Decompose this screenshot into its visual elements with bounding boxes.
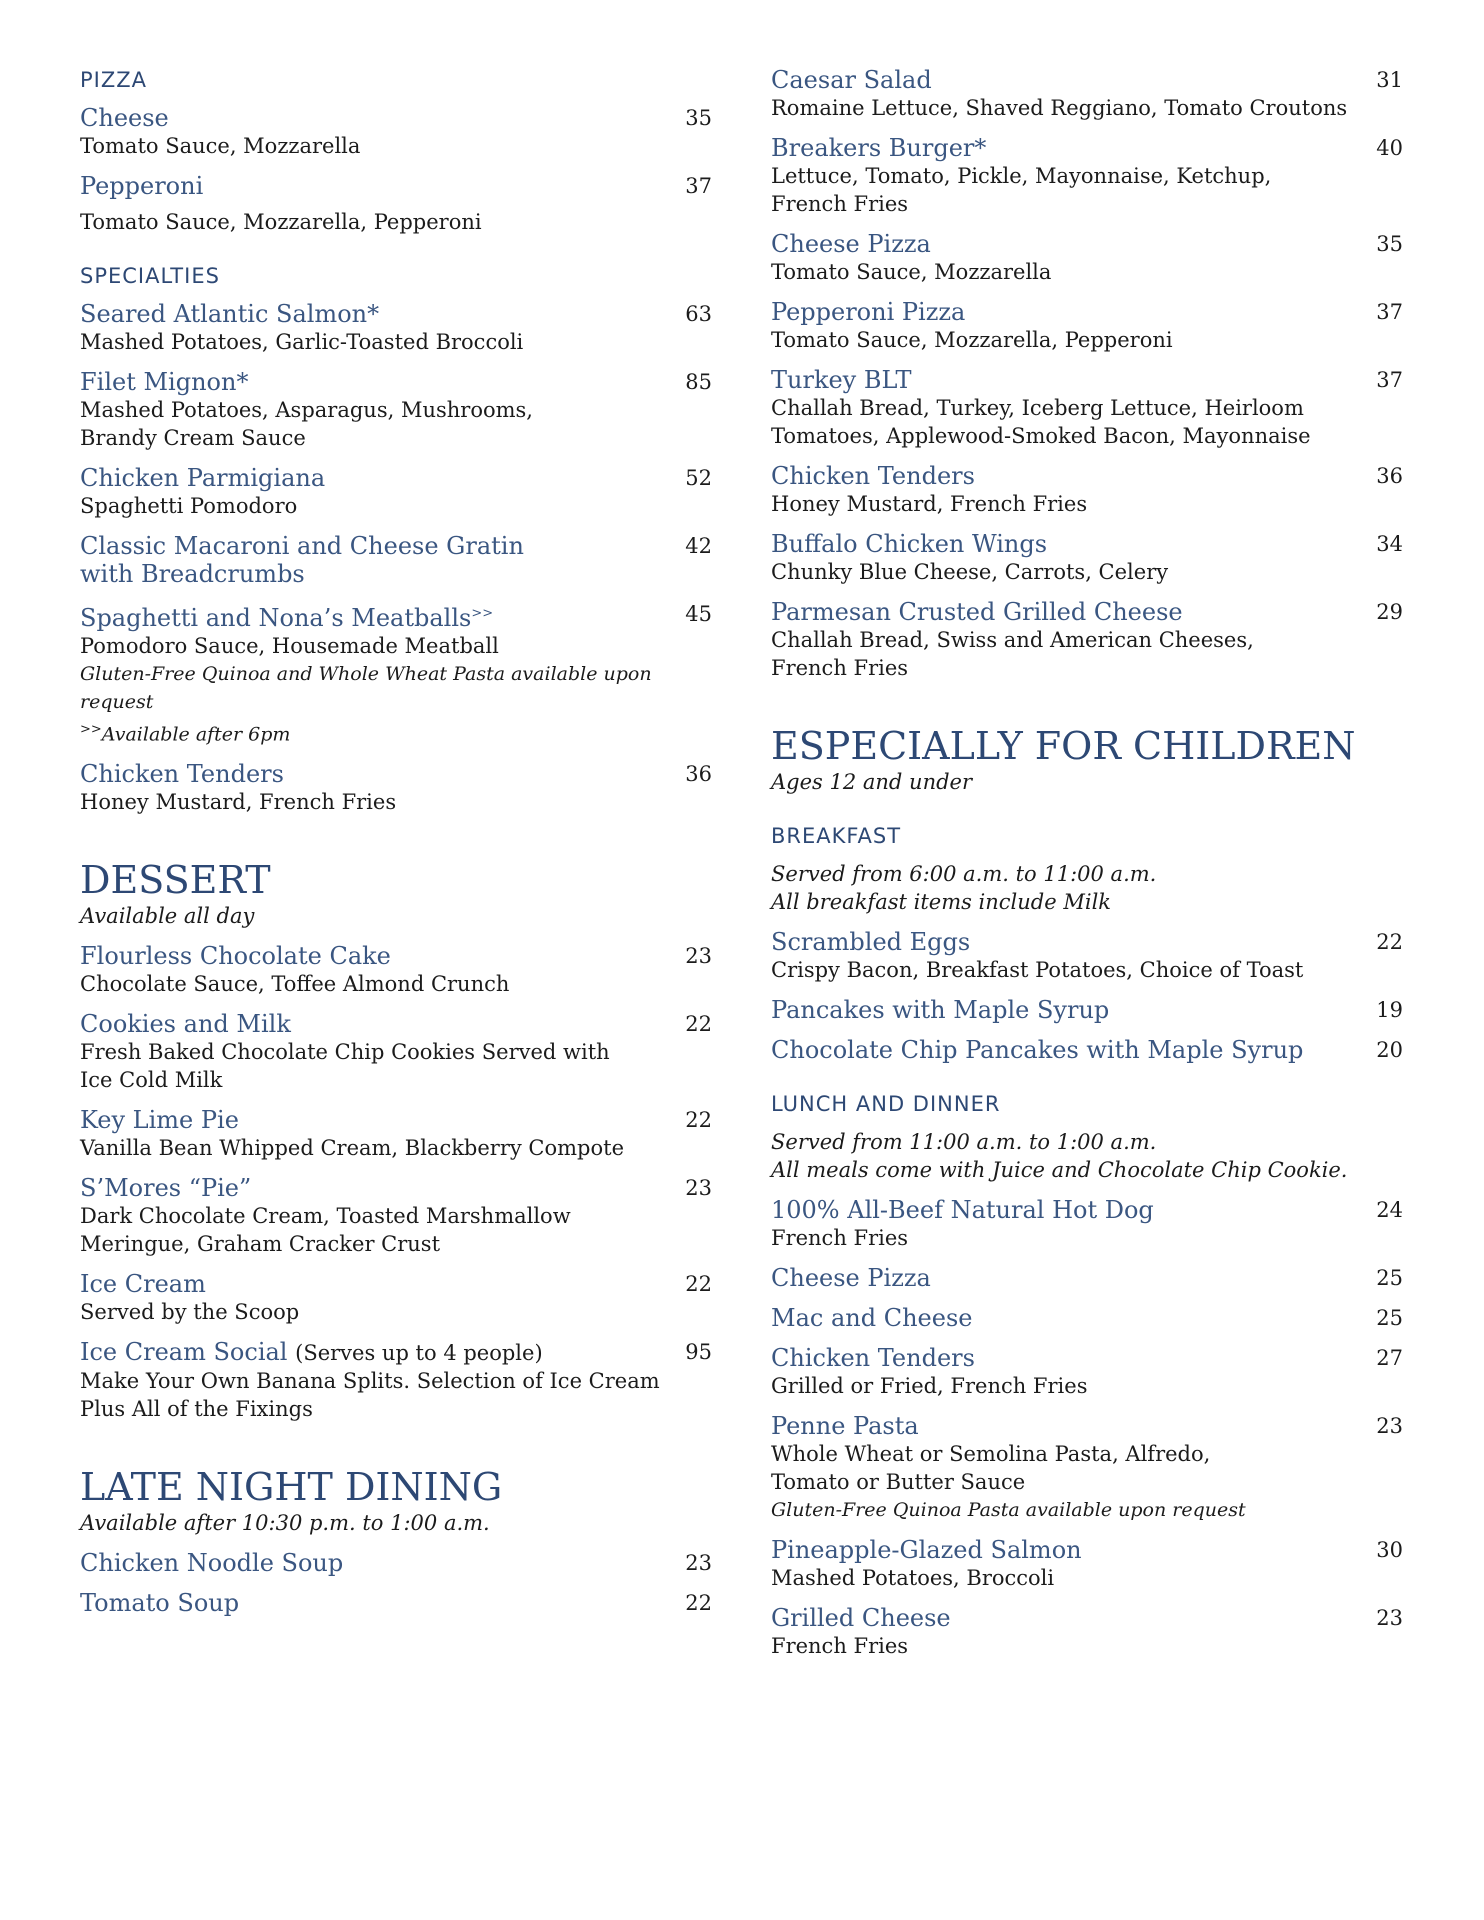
item-price: 19 — [1376, 998, 1403, 1022]
item-name-wrap — [80, 1338, 543, 1367]
menu-item — [771, 462, 1403, 518]
item-desc: Brandy Cream Sauce — [80, 426, 306, 450]
item-note: Gluten-Free Quinoa Pasta available upon request — [771, 1499, 1246, 1521]
menu-item — [771, 1344, 1403, 1400]
menu-item — [80, 104, 712, 160]
menu-item — [80, 1549, 712, 1577]
item-name: S’Mores “Pie” — [80, 1174, 252, 1203]
item-price: 22 — [1376, 930, 1403, 954]
item-price: 42 — [685, 534, 712, 558]
menu-item — [771, 298, 1403, 354]
item-name: Pepperoni — [80, 172, 204, 200]
section-note: Available all day — [80, 904, 255, 929]
menu-item — [771, 598, 1403, 682]
item-desc: Tomatoes, Applewood-Smoked Bacon, Mayonnaise — [771, 424, 1311, 448]
menu-item — [771, 1536, 1403, 1592]
item-name: Pineapple-Glazed Salmon — [771, 1536, 1082, 1564]
menu-item — [771, 66, 1403, 122]
item-desc: Tomato Sauce, Mozzarella — [80, 134, 361, 158]
item-price: 23 — [685, 944, 712, 969]
section-note: All meals come with Juice and Chocolate Chip Cookie. — [771, 1158, 1348, 1182]
item-desc: French Fries — [771, 1226, 909, 1250]
item-name: Key Lime Pie — [80, 1106, 239, 1135]
menu-item — [80, 942, 712, 998]
menu-item — [80, 1174, 712, 1258]
menu-item — [80, 300, 712, 356]
section-note: Served from 6:00 a.m. to 11:00 a.m. — [771, 862, 1157, 886]
item-price: 45 — [685, 602, 712, 626]
item-name: Breakers Burger* — [771, 134, 987, 162]
item-price: 22 — [685, 1012, 712, 1037]
item-name: Chicken Tenders — [80, 760, 284, 789]
menu-item — [80, 760, 712, 816]
item-name: Cheese Pizza — [771, 230, 931, 258]
item-name: Cheese — [80, 104, 169, 132]
item-name: Mac and Cheese — [771, 1304, 973, 1332]
item-desc: Spaghetti Pomodoro — [80, 494, 298, 518]
item-price: 35 — [1376, 232, 1403, 256]
item-name: Ice Cream — [80, 1270, 206, 1299]
item-price: 37 — [1376, 368, 1403, 392]
item-name: Seared Atlantic Salmon* — [80, 300, 380, 328]
item-price: 34 — [1376, 532, 1403, 556]
menu-item — [771, 1304, 1403, 1332]
menu-item — [771, 1412, 1403, 1524]
item-name-wrap — [80, 600, 493, 632]
item-price: 37 — [1376, 300, 1403, 324]
item-note: Available after 6pm — [101, 723, 291, 746]
menu-item — [771, 1264, 1403, 1292]
item-name: Tomato Soup — [80, 1589, 240, 1618]
item-name: Scrambled Eggs — [771, 928, 971, 956]
item-price: 25 — [1376, 1266, 1403, 1290]
item-price: 36 — [685, 762, 712, 787]
item-name: 100% All-Beef Natural Hot Dog — [771, 1196, 1154, 1224]
menu-item — [80, 1270, 712, 1326]
item-desc: Whole Wheat or Semolina Pasta, Alfredo, — [771, 1442, 1211, 1466]
evening-marker: >> — [80, 722, 102, 737]
item-name: Pancakes with Maple Syrup — [771, 996, 1110, 1024]
item-price: 20 — [1376, 1038, 1403, 1062]
item-desc: Tomato Sauce, Mozzarella — [771, 260, 1052, 284]
item-price: 31 — [1376, 68, 1403, 92]
item-price: 52 — [685, 466, 712, 490]
item-name: Flourless Chocolate Cake — [80, 942, 391, 971]
item-desc: Fresh Baked Chocolate Chip Cookies Served with — [80, 1040, 610, 1065]
item-name: Buffalo Chicken Wings — [771, 530, 1048, 558]
item-name: Grilled Cheese — [771, 1604, 951, 1632]
item-price: 29 — [1376, 600, 1403, 624]
menu-item — [771, 134, 1403, 218]
item-desc: Crispy Bacon, Breakfast Potatoes, Choice of Toast — [771, 958, 1304, 982]
item-desc: Tomato Sauce, Mozzarella, Pepperoni — [771, 328, 1173, 352]
item-desc: Mashed Potatoes, Broccoli — [771, 1566, 1055, 1590]
section-title-lunch-dinner: LUNCH AND DINNER — [771, 1092, 1001, 1116]
item-name: Filet Mignon* — [80, 368, 249, 396]
item-price: 85 — [685, 370, 712, 394]
item-desc: Pomodoro Sauce, Housemade Meatball — [80, 634, 499, 658]
item-price: 25 — [1376, 1306, 1403, 1330]
item-desc: Vanilla Bean Whipped Cream, Blackberry Compote — [80, 1136, 625, 1161]
item-name: Chocolate Chip Pancakes with Maple Syrup — [771, 1036, 1304, 1064]
item-name: Classic Macaroni and Cheese Gratin — [80, 532, 524, 560]
section-title-pizza: PIZZA — [80, 68, 147, 92]
item-desc: Ice Cold Milk — [80, 1068, 223, 1093]
item-desc: Served by the Scoop — [80, 1300, 300, 1325]
item-price: 37 — [685, 174, 712, 198]
item-name-line2: with Breadcrumbs — [80, 560, 305, 588]
menu-item — [80, 1589, 712, 1617]
item-price: 23 — [685, 1176, 712, 1201]
section-note: All breakfast items include Milk — [771, 890, 1112, 914]
menu-item — [80, 1106, 712, 1162]
item-desc: Grilled or Fried, French Fries — [771, 1374, 1088, 1398]
item-desc: Lettuce, Tomato, Pickle, Mayonnaise, Ketchup, — [771, 164, 1272, 188]
menu-item — [771, 928, 1403, 984]
menu-item — [771, 1196, 1403, 1252]
item-price: 95 — [685, 1340, 712, 1365]
item-note: Gluten-Free Quinoa and Whole Wheat Pasta available upon request — [80, 663, 652, 713]
item-name: Parmesan Crusted Grilled Cheese — [771, 598, 1183, 626]
menu-left-column — [80, 66, 712, 1629]
item-desc: Chunky Blue Cheese, Carrots, Celery — [771, 560, 1169, 584]
item-price: 23 — [1376, 1414, 1403, 1438]
menu-item — [80, 532, 712, 588]
item-note-wrap — [80, 716, 712, 748]
item-desc: French Fries — [771, 1634, 909, 1658]
menu-item — [771, 530, 1403, 586]
item-name: Penne Pasta — [771, 1412, 919, 1440]
item-name: Cookies and Milk — [80, 1010, 291, 1039]
item-price: 36 — [1376, 464, 1403, 488]
item-desc: French Fries — [771, 656, 909, 680]
menu-item — [771, 996, 1403, 1024]
item-price: 30 — [1376, 1538, 1403, 1562]
item-desc: Mashed Potatoes, Garlic-Toasted Broccoli — [80, 330, 524, 354]
item-name: Chicken Tenders — [771, 462, 975, 490]
section-title-specialties: SPECIALTIES — [80, 264, 220, 288]
item-name: Ice Cream Social — [80, 1338, 288, 1367]
menu-item — [80, 368, 712, 452]
item-desc: Challah Bread, Turkey, Iceberg Lettuce, Heirloom — [771, 396, 1304, 420]
menu-item — [80, 464, 712, 520]
menu-item — [80, 1010, 712, 1094]
item-price: 22 — [685, 1108, 712, 1133]
section-title-breakfast: BREAKFAST — [771, 824, 902, 848]
item-price: 24 — [1376, 1198, 1403, 1222]
menu-right-column — [771, 66, 1403, 1672]
menu-item — [80, 1338, 712, 1423]
menu-item — [771, 230, 1403, 286]
menu-item — [771, 1604, 1403, 1660]
item-name: Chicken Tenders — [771, 1344, 975, 1372]
item-price: 35 — [685, 106, 712, 130]
item-price: 23 — [685, 1551, 712, 1576]
item-desc: Honey Mustard, French Fries — [80, 790, 397, 815]
item-name: Caesar Salad — [771, 66, 932, 94]
item-desc: Mashed Potatoes, Asparagus, Mushrooms, — [80, 398, 533, 422]
item-name: Spaghetti and Nona’s Meatballs — [80, 604, 472, 632]
item-desc: Tomato or Butter Sauce — [771, 1470, 1026, 1494]
item-price: 27 — [1376, 1346, 1403, 1370]
item-desc: Romaine Lettuce, Shaved Reggiano, Tomato Croutons — [771, 96, 1348, 120]
item-price: 22 — [685, 1272, 712, 1297]
section-note: Available after 10:30 p.m. to 1:00 a.m. — [80, 1511, 490, 1536]
item-name: Chicken Noodle Soup — [80, 1549, 344, 1578]
item-name: Pepperoni Pizza — [771, 298, 966, 326]
menu-item — [80, 172, 712, 236]
menu-item — [771, 1036, 1403, 1064]
menu-item — [80, 600, 712, 748]
item-desc: Challah Bread, Swiss and American Cheeses, — [771, 628, 1254, 652]
item-desc: French Fries — [771, 192, 909, 216]
evening-marker: >> — [471, 606, 494, 621]
item-price: 63 — [685, 302, 712, 326]
section-title-dessert: DESSERT — [80, 858, 271, 903]
item-desc: Chocolate Sauce, Toffee Almond Crunch — [80, 972, 510, 997]
menu-item — [771, 366, 1403, 450]
item-desc: Plus All of the Fixings — [80, 1397, 313, 1422]
item-name: Turkey BLT — [771, 366, 912, 394]
item-desc: Dark Chocolate Cream, Toasted Marshmallow — [80, 1204, 571, 1229]
item-desc: Make Your Own Banana Splits. Selection of Ice Cream — [80, 1369, 660, 1394]
section-title-late-night: LATE NIGHT DINING — [80, 1465, 503, 1510]
item-desc: Meringue, Graham Cracker Crust — [80, 1232, 441, 1257]
section-note: Served from 11:00 a.m. to 1:00 a.m. — [771, 1130, 1157, 1154]
section-note: Ages 12 and under — [771, 770, 973, 794]
section-title-children: ESPECIALLY FOR CHILDREN — [771, 724, 1356, 768]
item-price: 22 — [685, 1591, 712, 1616]
item-inline-note: (Serves up to 4 people) — [295, 1341, 543, 1366]
item-name: Cheese Pizza — [771, 1264, 931, 1292]
item-price: 40 — [1376, 136, 1403, 160]
item-desc: Tomato Sauce, Mozzarella, Pepperoni — [80, 210, 482, 234]
item-name: Chicken Parmigiana — [80, 464, 326, 492]
item-desc: Honey Mustard, French Fries — [771, 492, 1088, 516]
item-price: 23 — [1376, 1606, 1403, 1630]
